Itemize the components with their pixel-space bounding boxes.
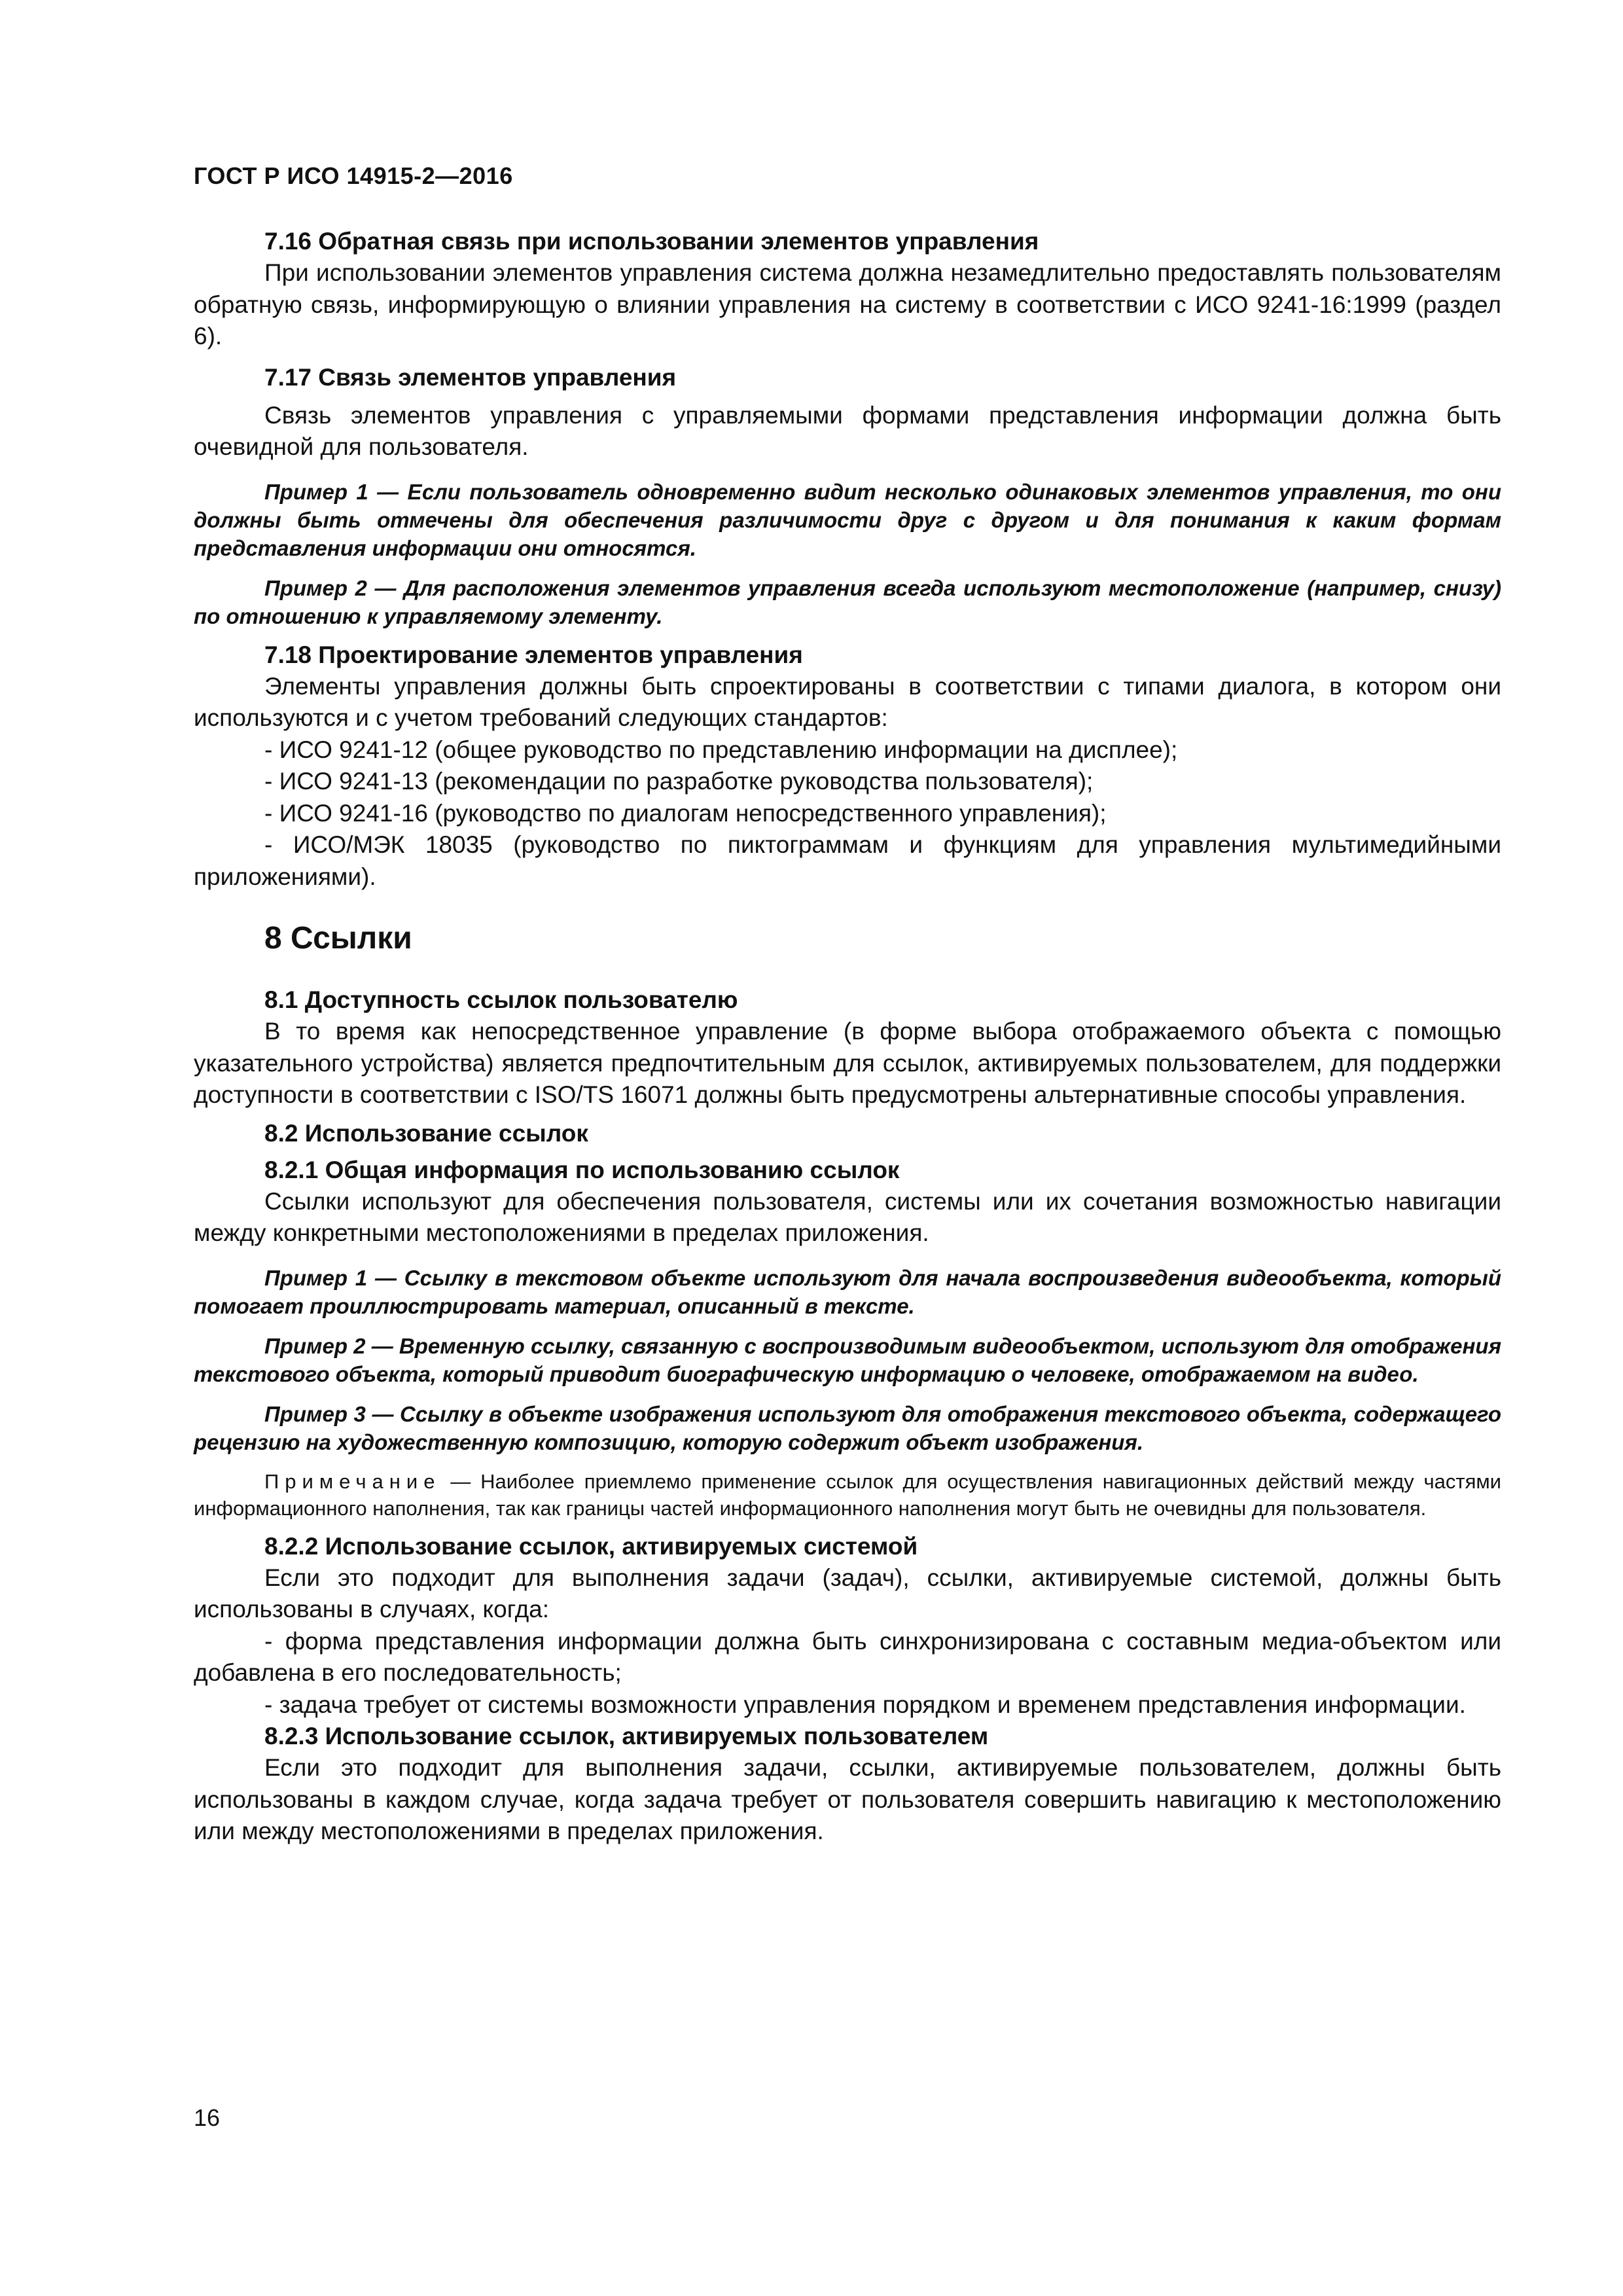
paragraph: При использовании элементов управления система должна незамедлительно предоставлять пользователям обратную связь, информирующую о влиянии управления на систему в соответствии с ИСО 9241-16:1999 (раздел 6).	[194, 259, 1501, 350]
example: Пример 2 — Для расположения элементов управления всегда используют местоположение (например, снизу) по отношению к управляемому элементу.	[194, 575, 1501, 628]
paragraph: Ссылки используют для обеспечения пользователя, системы или их сочетания возможностью навигации между конкретными местоположениями в пределах приложения.	[194, 1187, 1501, 1246]
paragraph: Элементы управления должны быть спроектированы в соответствии с типами диалога, в котором они используются и с учетом требований следующих стандартов:	[194, 672, 1501, 731]
note	[194, 1468, 1501, 1522]
list-item: - задача требует от системы возможности управления порядком и временем представления информации.	[264, 1691, 1466, 1718]
example: Пример 1 — Ссылку в текстовом объекте используют для начала воспроизведения видеообъекта, который помогает проиллюстрировать материал, описанный в тексте.	[194, 1265, 1501, 1318]
heading-8-2: 8.2 Использование ссылок	[264, 1119, 588, 1147]
note-label: Примечание	[264, 1469, 441, 1493]
heading-7-18: 7.18 Проектирование элементов управления	[264, 641, 803, 668]
paragraph: В то время как непосредственное управление (в форме выбора отображаемого объекта с помощью указательного устройства) является предпочтительным для ссылок, активируемых пользователем, для поддержки доступности в соответствии с ISO/TS 16071 должны быть предусмотрены альтернативные способы управления.	[194, 1018, 1501, 1108]
heading-8-2-3: 8.2.3 Использование ссылок, активируемых пользователем	[264, 1723, 989, 1749]
page-body	[194, 226, 1501, 1848]
paragraph: Если это подходит для выполнения задачи (задач), ссылки, активируемые системой, должны быть использованы в случаях, когда:	[194, 1564, 1501, 1623]
list-item: - ИСО 9241-12 (общее руководство по представлению информации на дисплее);	[264, 736, 1178, 763]
page-number: 16	[194, 2104, 221, 2131]
example: Пример 2 — Временную ссылку, связанную с воспроизводимым видеообъектом, используют для отображения текстового объекта, который приводит биографическую информацию о человеке, отображаемом на видео.	[194, 1333, 1501, 1386]
paragraph: Если это подходит для выполнения задачи, ссылки, активируемые пользователем, должны быть использованы в каждом случае, когда задача требует от пользователя совершить навигацию к местоположению или между местоположениями в пределах приложения.	[194, 1754, 1501, 1844]
example: Пример 1 — Если пользователь одновременно видит несколько одинаковых элементов управления, то они должны быть отмечены для обеспечения различимости друг с другом и для понимания к каким формам представления информации они относятся.	[194, 479, 1501, 560]
heading-8: 8 Ссылки	[264, 921, 412, 956]
list-item: - форма представления информации должна быть синхронизирована с составным медиа-объектом или добавлена в его последовательность;	[194, 1627, 1501, 1686]
heading-7-17: 7.17 Связь элементов управления	[264, 363, 677, 391]
paragraph: Связь элементов управления с управляемыми формами представления информации должна быть очевидной для пользователя.	[194, 401, 1501, 460]
heading-8-2-1: 8.2.1 Общая информация по использованию ссылок	[264, 1156, 900, 1183]
example: Пример 3 — Ссылку в объекте изображения используют для отображения текстового объекта, содержащего рецензию на художественную композицию, которую содержит объект изображения.	[194, 1401, 1501, 1454]
list-item: - ИСО 9241-13 (рекомендации по разработке руководства пользователя);	[264, 768, 1094, 795]
page-header: ГОСТ Р ИСО 14915-2—2016	[194, 162, 513, 189]
list-item: - ИСО 9241-16 (руководство по диалогам непосредственного управления);	[264, 799, 1107, 827]
heading-8-2-2: 8.2.2 Использование ссылок, активируемых системой	[264, 1532, 918, 1560]
note-text: — Наиболее приемлемо применение ссылок для осуществления навигационных действий между частями информационного наполнения, так как границы частей информационного наполнения могут быть не очевидны для пользователя.	[194, 1469, 1501, 1520]
list-item: - ИСО/МЭК 18035 (руководство по пиктограммам и функциям для управления мультимедийными приложениями).	[194, 831, 1501, 890]
heading-7-16: 7.16 Обратная связь при использовании элементов управления	[264, 228, 1039, 255]
heading-8-1: 8.1 Доступность ссылок пользователю	[264, 986, 738, 1013]
